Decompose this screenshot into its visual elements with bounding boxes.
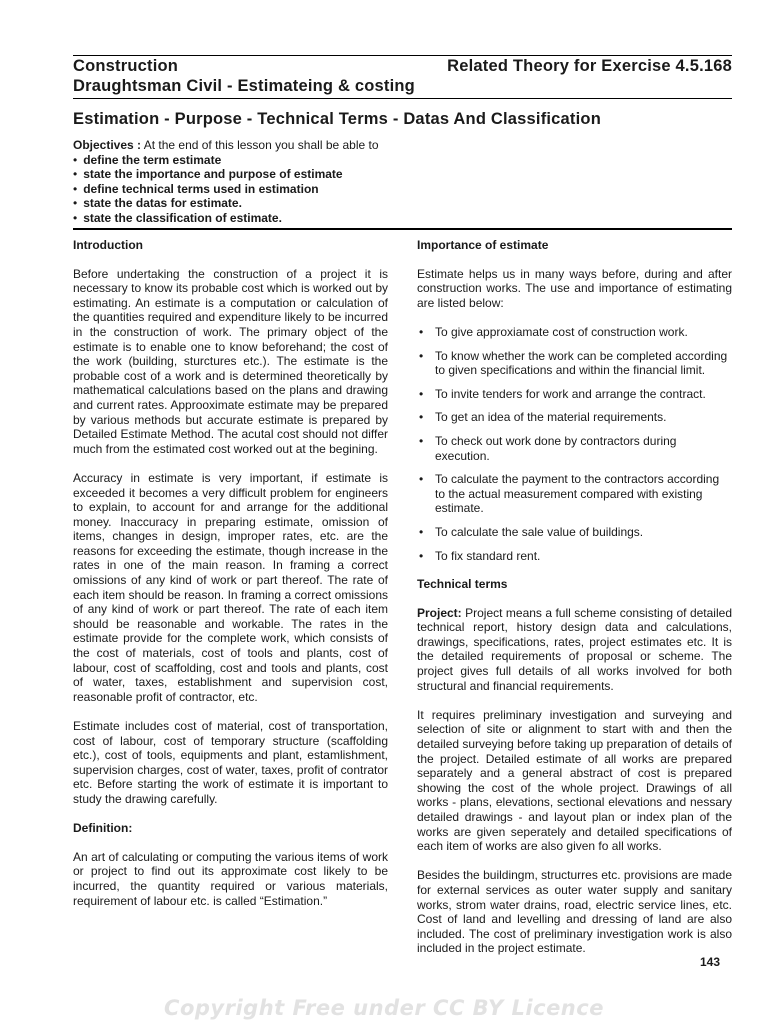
header-bottom-rule: [73, 98, 732, 99]
importance-paragraph: Estimate helps us in many ways before, during and after construction works. The use and importance of estimating are listed below:: [417, 266, 732, 310]
importance-item: • To know whether the work can be completed according to given specifications and within the financial limit.: [417, 349, 732, 378]
objective-item: • define the term estimate: [73, 153, 732, 168]
objectives-block: [73, 138, 732, 226]
technical-terms-heading: Technical terms: [417, 577, 508, 592]
project-text: Project means a full scheme consisting of detailed technical report, history design data and calculations, drawings, specifications, rates, project estimates etc. It is the detailed requirements of proposal or scheme. The project gives full details of all works involved for both structural and financial requirements.: [417, 605, 732, 693]
project-paragraph-3: Besides the buildingm, structurres etc. provisions are made for external services as outer water supply and sanitary works, strom water drains, road, electric service lines, etc. Cost of land and levelling and dressing of land are also included. The cost of preliminary investigation work is also included in the project estimate.: [417, 868, 732, 956]
objective-item: • state the classification of estimate.: [73, 211, 732, 226]
importance-item: • To calculate the sale value of buildings.: [417, 525, 732, 540]
project-paragraph-1: [417, 606, 732, 694]
objective-item: • state the importance and purpose of estimate: [73, 167, 732, 182]
header-line-1: [73, 57, 732, 76]
page-number: 143: [700, 955, 721, 969]
introduction-paragraph-2: Accuracy in estimate is very important, if estimate is exceeded it becomes a very difficult problem for engineers to explain, to account for and arrange for the additional money. Inaccuracy in preparing estimate, omission of items, changes in design, improper rates, etc. are the reasons for exceeding the estimate, though increase in the rates in one of the main reason. In framing a correct omissions of any kind of work or part thereof. The rate of each item should be reason. In framing a correct omissions of any kind of work or part thereof. The rate of each item should be reasonable and workable. The rates in the estimate provide for the complete work, which consists of the cost of materials, cost of tools and plants, cost of labour, cost of scaffolding, cost and tools and plants, cost of water, taxes, establishment and supervision cost, reasonable profit of contractor, etc.: [73, 470, 388, 704]
copyright-watermark: Copyright Free under CC BY Licence: [164, 996, 604, 1020]
definition-paragraph: An art of calculating or computing the various items of work or project to find out its approximate cost likely to be incurred, the quantity required or various materials, requirement of labour etc. is called “Estimation.”: [73, 849, 388, 908]
importance-list: [417, 325, 732, 563]
objectives-intro: At the end of this lesson you shall be able to: [143, 138, 379, 152]
header-title-left: Construction: [73, 57, 179, 75]
project-paragraph-2: It requires preliminary investigation and surveying and selection of site or alignment to start with and then the detailed surveying before taking up preparation of details of the project. Detailed estimate of all works are prepared separately and a general abstract of cost is prepared showing the cost of the whole project. Drawings of all works - plans, elevations, sectional elevations and nessary detailed drawings - and layout plan or index plan of the works are given seperately and detailed specifications of each item of works are also given fo all works.: [417, 707, 732, 854]
introduction-paragraph-3: Estimate includes cost of material, cost of transportation, cost of labour, cost of temporary structure (scaffolding etc.), cost of tools, equipments and plant, estamlishment, supervision charges, cost of water, taxes, profit of contrator etc. Before starting the work of estimate it is important to study the drawing carefully.: [73, 719, 388, 806]
objective-item: • state the datas for estimate.: [73, 196, 732, 211]
importance-item: • To calculate the payment to the contractors according to the actual measurement compared with existing estimate.: [417, 472, 732, 516]
left-column: [73, 238, 388, 923]
importance-item: • To check out work done by contractors during execution.: [417, 434, 732, 463]
importance-item: • To fix standard rent.: [417, 549, 732, 564]
introduction-heading: Introduction: [73, 238, 143, 252]
importance-item: • To get an idea of the material requirements.: [417, 410, 732, 425]
importance-item: • To give approxiamate cost of construction work.: [417, 325, 732, 340]
objective-item: • define technical terms used in estimation: [73, 182, 732, 197]
lesson-title: Estimation - Purpose - Technical Terms - Datas And Classification: [73, 110, 601, 128]
importance-heading: Importance of estimate: [417, 238, 549, 252]
header-title-right: Related Theory for Exercise 4.5.168: [447, 57, 732, 75]
right-column: [417, 238, 732, 971]
objectives-label: Objectives :: [73, 138, 142, 152]
project-label: Project:: [417, 605, 462, 620]
objectives-bottom-rule: [73, 228, 732, 230]
importance-item: • To invite tenders for work and arrange the contract.: [417, 387, 732, 402]
header-line-2: Draughtsman Civil - Estimateing & costing: [73, 77, 415, 95]
introduction-paragraph-1: Before undertaking the construction of a project it is necessary to know its probable cost which is worked out by estimating. An estimate is a computation or calculation of the quantities required and expenditure likely to be incurred in the construction of work. The primary object of the estimate is to enable one to know beforehand; the cost of the work (building, sturctures etc.). The estimate is the probable cost of a work and is determined theoretically by mathematical calculations based on the plans and drawing and current rates. Approoximate estimate may be prepared by various methods but accurate estimate is prepared by Detailed Estimate Method. The acutal cost should not differ much from the estimated cost worked out at the begining.: [73, 266, 388, 456]
definition-heading: Definition:: [73, 821, 133, 836]
objectives-list: [73, 153, 732, 226]
header-top-rule: [73, 55, 732, 56]
